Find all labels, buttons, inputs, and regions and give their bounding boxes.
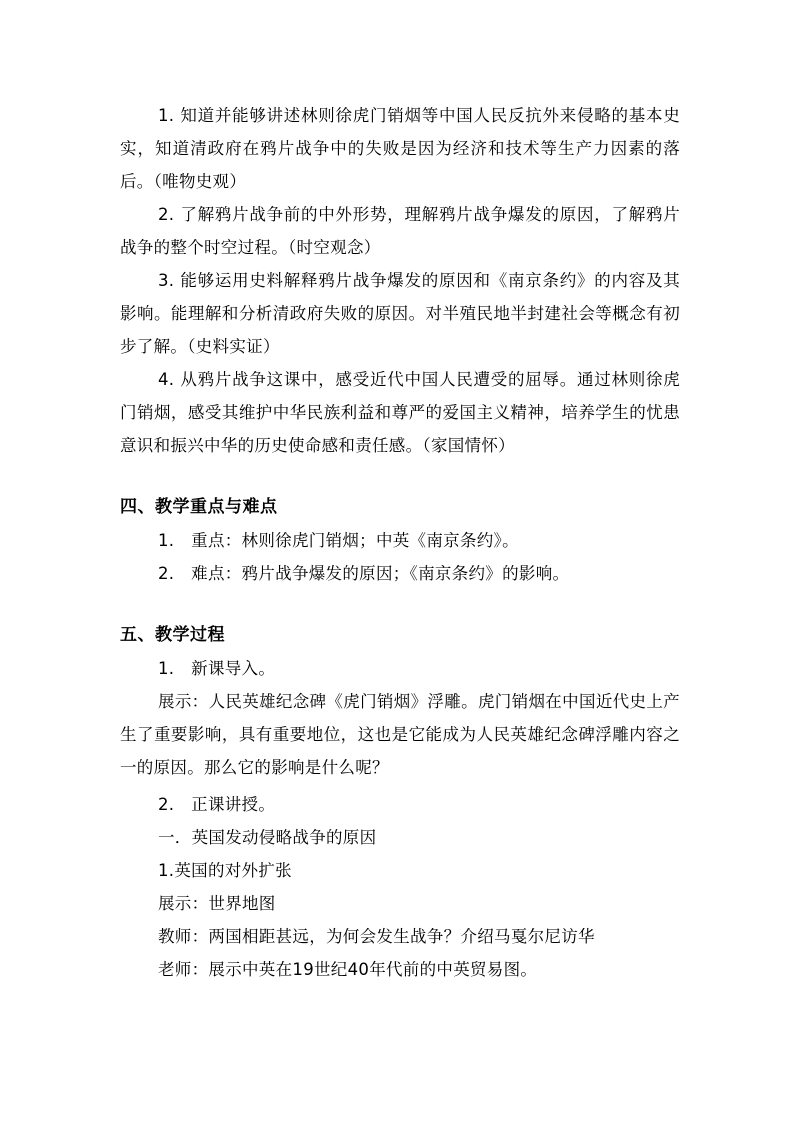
section-5-heading: 五、教学过程 (120, 625, 225, 645)
key-point: 1. 重点：林则徐虎门销烟；中英《南京条约》。 (158, 531, 519, 550)
spacer (120, 462, 680, 491)
objective-3: 3. 能够运用史料解释鸦片战争爆发的原因和《南京条约》的内容及其影响。能理解和分析清政府失败的原因。对半殖民地半封建社会等概念有初步了解。（史料实证） (120, 271, 680, 356)
intro-paragraph: 展示：人民英雄纪念碑《虎门销烟》浮雕。虎门销烟在中国近代史上产生了重要影响，具有重要地位，这也是它能成为人民英雄纪念碑浮雕内容之一的原因。那么它的影响是什么呢？ (120, 692, 680, 777)
difficult-point: 2. 难点：鸦片战争爆发的原因；《南京条约》的影响。 (158, 564, 570, 583)
new-lesson-intro-item: 1. 新课导入。 (158, 659, 276, 678)
lecture-item: 2. 正课讲授。 (158, 795, 276, 814)
subsection-heading: 一．英国发动侵略战争的原因 (158, 828, 377, 847)
objective-4: 4. 从鸦片战争这课中，感受近代中国人民遭受的屈辱。通过林则徐虎门销烟，感受其维护中华民族利益和尊严的爱国主义精神，培养学生的忧患意识和振兴中华的历史使命感和责任感。（家国情怀） (120, 370, 680, 455)
objective-1: 1. 知道并能够讲述林则徐虎门销烟等中国人民反抗外来侵略的基本史实，知道清政府在鸦片战争中的失败是因为经济和技术等生产力因素的落后。（唯物史观） (120, 106, 680, 191)
teacher-line-2: 老师：展示中英在19世纪40年代前的中英贸易图。 (158, 960, 538, 979)
teacher-line-1: 教师：两国相距甚远，为何会发生战争？介绍马戛尔尼访华 (158, 927, 595, 946)
section-4-heading: 四、教学重点与难点 (120, 497, 278, 517)
objective-2: 2. 了解鸦片战争前的中外形势，理解鸦片战争爆发的原因，了解鸦片战争的整个时空过程。（时空观念） (120, 205, 680, 257)
spacer (120, 590, 680, 619)
show-map-line: 展示：世界地图 (158, 894, 276, 913)
subsection-item: 1.英国的对外扩张 (158, 861, 292, 880)
document-content (120, 99, 680, 986)
